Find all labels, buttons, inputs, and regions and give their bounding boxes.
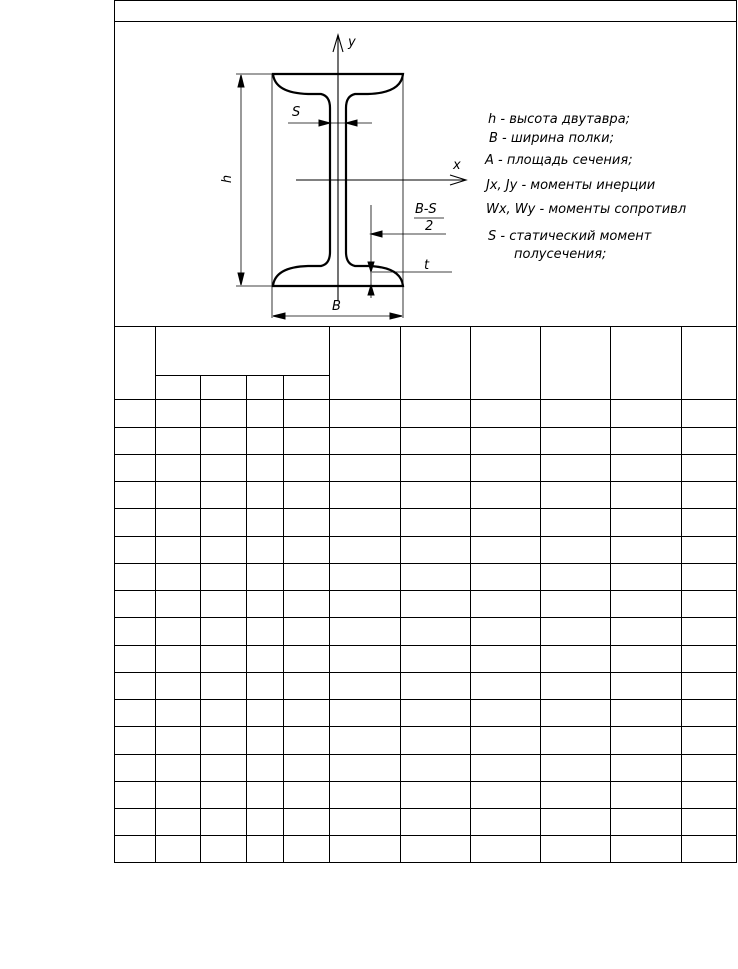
overhang-denominator-label: 2: [425, 219, 434, 234]
overhang-numerator-label: B-S: [415, 202, 437, 217]
overhang-arrow: [371, 231, 382, 237]
web-thickness-label: S: [292, 105, 301, 120]
flange-thickness-label: t: [424, 258, 430, 273]
s-arrow-left: [319, 120, 330, 126]
x-axis-label: x: [453, 158, 461, 173]
y-axis-label: y: [348, 35, 356, 50]
sheet-frame: [115, 1, 737, 863]
legend-line-inertia: Jx, Jy - моменты инерции: [486, 178, 656, 193]
legend-line-half-section: полусечения;: [514, 247, 607, 262]
legend-line-height: h - высота двутавра;: [488, 112, 631, 127]
height-arrow-bottom: [238, 273, 244, 285]
data-table-grid: [115, 327, 737, 863]
width-arrow-left: [273, 313, 285, 319]
width-label: B: [332, 299, 341, 314]
legend-line-static-moment: S - статический момент: [488, 229, 652, 244]
legend-line-section-modulus: Wx, Wy - моменты сопротивл: [486, 202, 687, 217]
legend-line-area: A - площадь сечения;: [485, 153, 633, 168]
height-arrow-top: [238, 75, 244, 87]
legend-line-width: B - ширина полки;: [489, 131, 614, 146]
height-label: h: [220, 174, 236, 184]
s-arrow-right: [346, 120, 357, 126]
width-arrow-right: [390, 313, 402, 319]
